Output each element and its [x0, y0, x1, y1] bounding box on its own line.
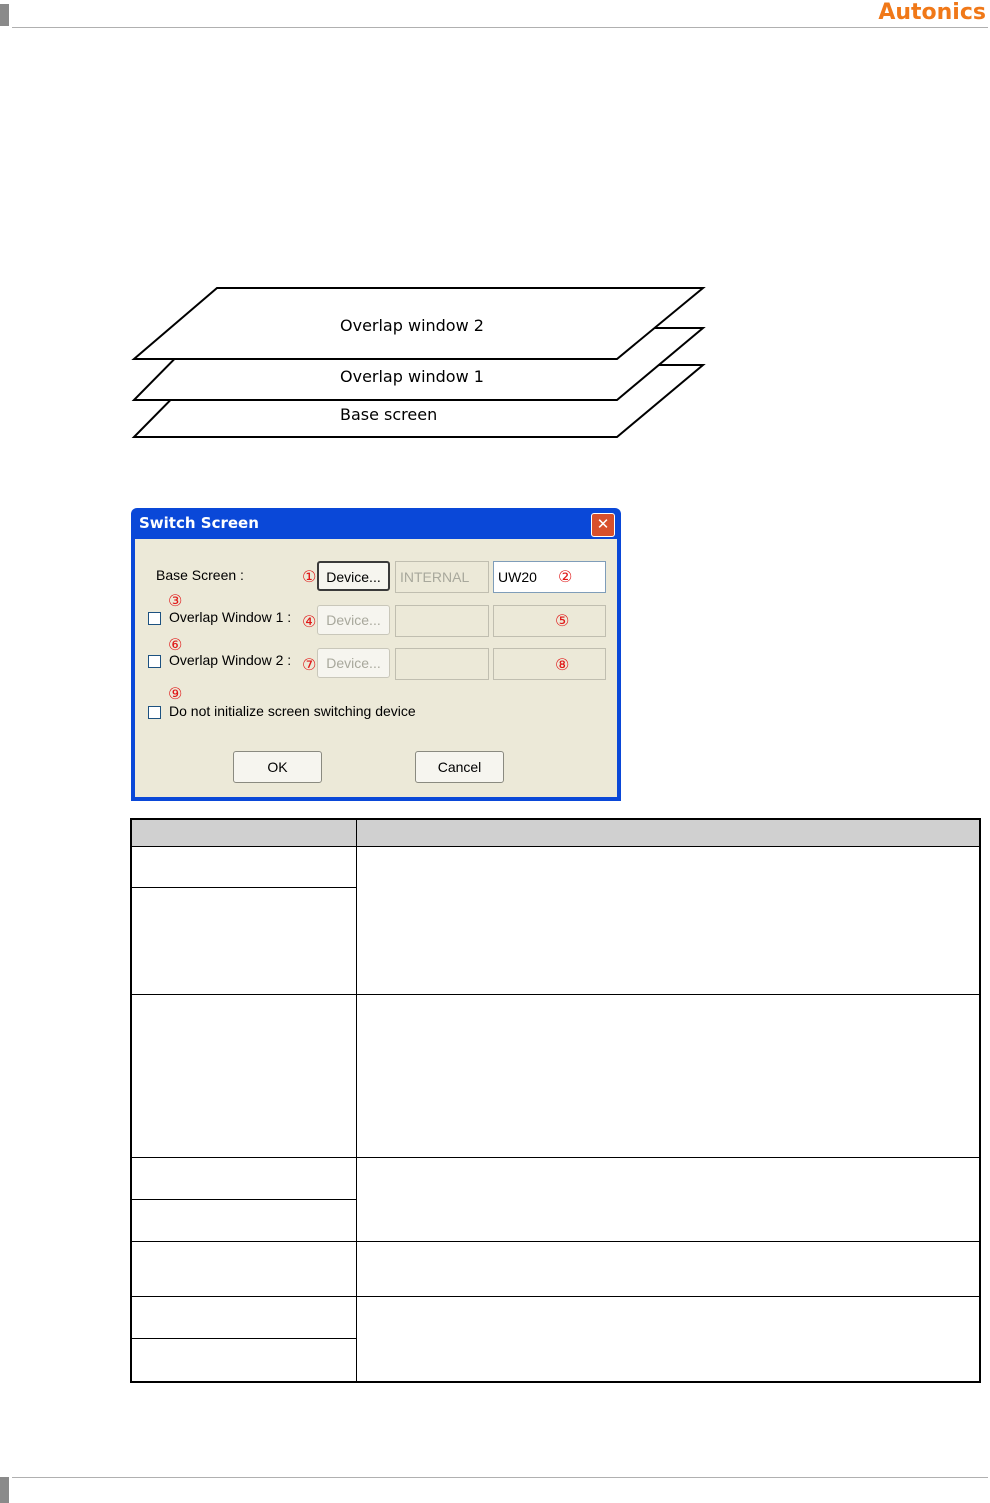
overlap-window-2-label: Overlap Window 2 :: [169, 652, 292, 668]
marker-2: ②: [558, 567, 573, 586]
marker-4: ④: [302, 612, 317, 631]
overlap2-device-button[interactable]: Device...: [317, 648, 390, 678]
layer-label-overlap-window-1: Overlap window 1: [340, 367, 484, 386]
description-table: [130, 818, 981, 1383]
base-address-value: UW20: [498, 569, 537, 585]
marker-8: ⑧: [555, 655, 570, 674]
overlap2-internal-field: [395, 648, 489, 680]
table-row-divider: [132, 1338, 356, 1339]
table-row-divider: [132, 1199, 356, 1200]
brand-logo: Autonics: [878, 0, 986, 25]
table-row-divider: [132, 994, 979, 995]
table-row-divider: [132, 1241, 979, 1242]
overlap1-device-button[interactable]: Device...: [317, 605, 390, 635]
base-device-button[interactable]: Device...: [317, 561, 390, 591]
ok-button[interactable]: OK: [233, 751, 322, 783]
base-screen-label: Base Screen :: [156, 567, 244, 583]
table-header: [132, 820, 979, 847]
marker-3: ③: [168, 591, 183, 610]
marker-1: ①: [302, 567, 317, 586]
table-row-divider: [132, 1157, 979, 1158]
footer-rule: [12, 1477, 988, 1478]
marker-9: ⑨: [168, 684, 183, 703]
cancel-button[interactable]: Cancel: [415, 751, 504, 783]
table-row-divider: [132, 1296, 979, 1297]
overlap1-internal-field: [395, 605, 489, 637]
overlap1-address-field: [493, 605, 606, 637]
overlap-window-2-checkbox[interactable]: [148, 655, 161, 668]
page-header: [0, 0, 990, 30]
marker-5: ⑤: [555, 611, 570, 630]
dialog-body: [135, 539, 617, 797]
layer-diagram: [130, 285, 710, 445]
dialog-title: Switch Screen: [139, 514, 259, 532]
base-internal-field: INTERNAL: [395, 561, 489, 593]
header-rule: [12, 27, 988, 28]
table-row-divider: [132, 887, 356, 888]
footer-marker: [0, 1477, 9, 1503]
no-init-checkbox[interactable]: [148, 706, 161, 719]
switch-screen-dialog: [131, 508, 621, 801]
marker-6: ⑥: [168, 635, 183, 654]
header-marker: [0, 4, 9, 26]
close-icon[interactable]: ✕: [591, 513, 615, 537]
base-address-field[interactable]: [493, 561, 606, 593]
overlap2-address-field: [493, 648, 606, 680]
layer-label-base-screen: Base screen: [340, 405, 438, 424]
layer-label-overlap-window-2: Overlap window 2: [340, 316, 484, 335]
overlap-window-1-checkbox[interactable]: [148, 612, 161, 625]
marker-7: ⑦: [302, 655, 317, 674]
no-init-label: Do not initialize screen switching device: [169, 703, 416, 719]
overlap-window-1-label: Overlap Window 1 :: [169, 609, 292, 625]
